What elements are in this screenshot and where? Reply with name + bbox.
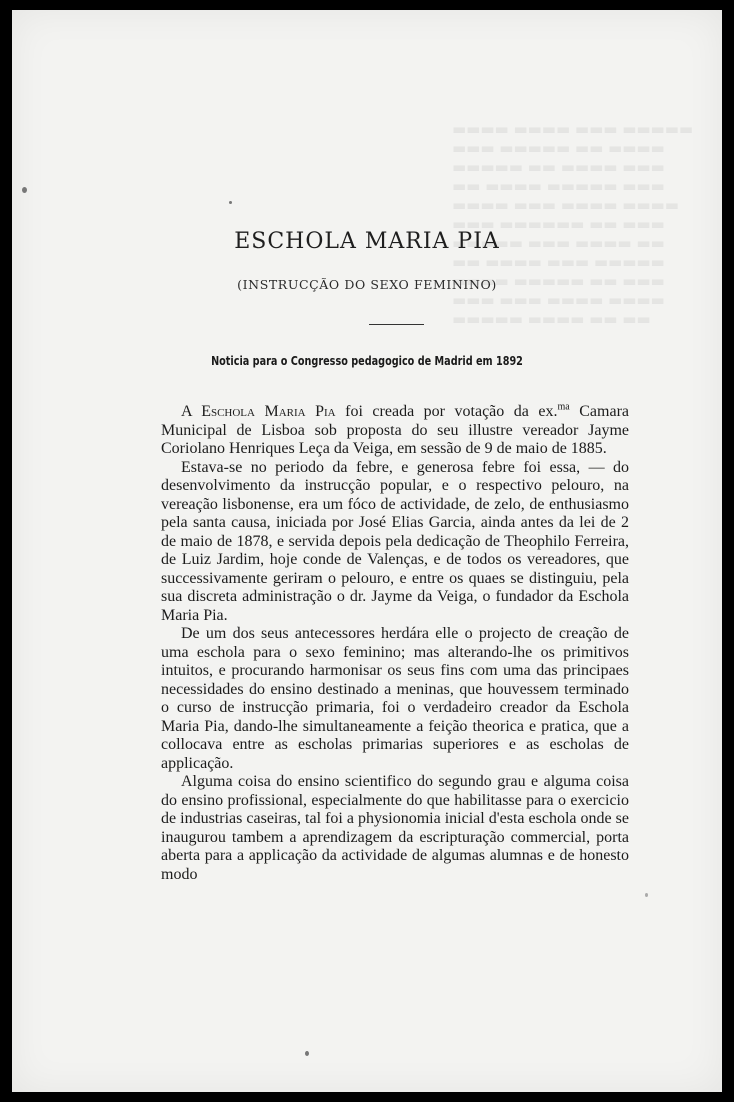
document-title: ESCHOLA MARIA PIA — [234, 229, 500, 254]
paper-speck — [305, 1051, 309, 1056]
title-divider — [369, 324, 424, 325]
document-body — [161, 403, 629, 884]
notice-heading: Noticia para o Congresso pedagogico de Madrid em 1892 — [211, 353, 523, 368]
paper-speck — [229, 201, 232, 204]
paper-speck — [22, 187, 27, 193]
paragraph-1: A Eschola Maria Pia foi creada por votação da ex.$^{ma}$ Camara Municipal de Lisboa sob proposta do seu illustre vereador Jayme Coriolano Henriques Leça da Veiga, em sessão de 9 de maio de 1885. — [161, 401, 629, 457]
document-subtitle: (INSTRUCÇÃO DO SEXO FEMININO) — [237, 277, 497, 292]
paragraph-4: Alguma coisa do ensino scientifico do segundo grau e alguma coisa do ensino profissional, especialmente do que habilitasse para o exercicio de industrias caseiras, tal foi a physionomia inicial d'esta eschola onde se inaugurou tambem a aprendizagem da escripturação commercial, porta aberta para a applicação da actividade de algumas alumnas e de honesto modo — [161, 773, 629, 883]
paragraph-2: Estava-se no periodo da febre, e generosa febre foi essa, — do desenvolvimento da instrucção popular, e o respectivo pelouro, na vereação lisbonense, era um fóco de actividade, de zelo, de enthusiasmo pela santa causa, iniciada por José Elias Garcia, ainda antes da lei de 2 de maio de 1878, e servida depois pela dedicação de Theophilo Ferreira, de Luiz Jardim, hoje conde de Valenças, e de todos os vereadores, que successivamente geriram o pelouro, e entre os quaes se distinguiu, pela sua discreta administração o dr. Jayme da Veiga, o fundador da Eschola Maria Pia. — [161, 458, 629, 624]
paper-speck — [645, 893, 648, 897]
show-through-texture: ▬▬▬▬ ▬▬▬▬ ▬▬▬ ▬▬▬▬▬ ▬▬▬ ▬▬▬▬▬ ▬▬ ▬▬▬▬ ▬▬▬▬▬ ▬▬ ▬▬▬▬ ▬▬▬ ▬▬ ▬▬▬▬ ▬▬▬▬▬ ▬▬▬ ▬▬▬▬ ▬▬▬ ▬▬▬▬ ▬▬▬▬ ▬▬▬ ▬▬▬▬▬▬ ▬▬ ▬▬▬ ▬▬▬▬▬ ▬▬▬ ▬▬▬▬ ▬▬ ▬▬ ▬▬▬▬ ▬▬▬ ▬▬▬▬▬ ▬▬▬▬ ▬▬▬▬▬ ▬▬ ▬▬▬ ▬▬▬ ▬▬▬ ▬▬▬▬ ▬▬▬▬ ▬▬▬▬▬ ▬▬▬▬ ▬▬ ▬▬ — [452, 120, 694, 328]
paragraph-3: De um dos seus antecessores herdára elle o projecto de creação de uma eschola para o sexo feminino; mas alterando-lhe os primitivos intuitos, e procurando harmonisar os seus fins com uma das principaes necessidades do ensino destinado a meninas, que houvessem terminado o curso de instrucção primaria, foi o verdadeiro creador da Eschola Maria Pia, dando-lhe simultaneamente a feição theorica e pratica, que a collocava entre as escholas primarias superiores e as escholas de applicação. — [161, 625, 629, 772]
school-name: Eschola Maria Pia — [201, 403, 336, 420]
